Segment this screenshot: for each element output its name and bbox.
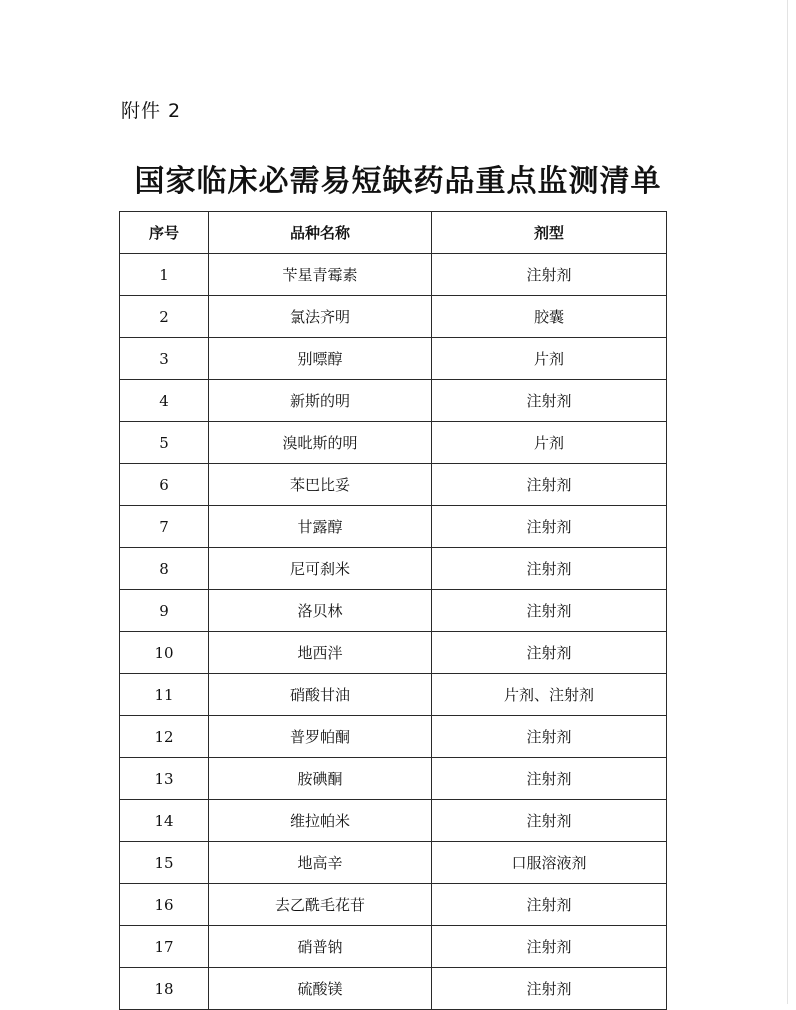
cell-dosage-form: 注射剂 — [432, 800, 667, 842]
table-row — [120, 506, 667, 548]
table-row — [120, 422, 667, 464]
page-edge-divider — [787, 0, 788, 1004]
table-row — [120, 968, 667, 1010]
cell-drug-name: 去乙酰毛花苷 — [209, 884, 432, 926]
table-row — [120, 926, 667, 968]
table-row — [120, 716, 667, 758]
cell-dosage-form: 注射剂 — [432, 884, 667, 926]
cell-drug-name: 胺碘酮 — [209, 758, 432, 800]
cell-drug-name: 氯法齐明 — [209, 296, 432, 338]
table-row — [120, 254, 667, 296]
cell-dosage-form: 注射剂 — [432, 464, 667, 506]
cell-index: 9 — [120, 590, 209, 632]
cell-dosage-form: 注射剂 — [432, 590, 667, 632]
table-row — [120, 842, 667, 884]
cell-index: 13 — [120, 758, 209, 800]
cell-drug-name: 地高辛 — [209, 842, 432, 884]
cell-dosage-form: 注射剂 — [432, 716, 667, 758]
cell-drug-name: 溴吡斯的明 — [209, 422, 432, 464]
cell-drug-name: 硝酸甘油 — [209, 674, 432, 716]
cell-drug-name: 洛贝林 — [209, 590, 432, 632]
cell-dosage-form: 片剂 — [432, 338, 667, 380]
cell-index: 2 — [120, 296, 209, 338]
cell-drug-name: 别嘌醇 — [209, 338, 432, 380]
attachment-label: 附件 2 — [121, 100, 182, 122]
table-row — [120, 674, 667, 716]
table-row — [120, 800, 667, 842]
cell-drug-name: 普罗帕酮 — [209, 716, 432, 758]
cell-dosage-form: 胶囊 — [432, 296, 667, 338]
table-row — [120, 338, 667, 380]
table-body — [120, 254, 667, 1010]
cell-index: 6 — [120, 464, 209, 506]
table-row — [120, 548, 667, 590]
cell-index: 18 — [120, 968, 209, 1010]
cell-drug-name: 尼可刹米 — [209, 548, 432, 590]
table-row — [120, 758, 667, 800]
table-row — [120, 632, 667, 674]
cell-dosage-form: 注射剂 — [432, 254, 667, 296]
table-row — [120, 590, 667, 632]
cell-index: 1 — [120, 254, 209, 296]
drug-list-table — [119, 211, 667, 1010]
cell-dosage-form: 注射剂 — [432, 506, 667, 548]
cell-drug-name: 苯巴比妥 — [209, 464, 432, 506]
cell-index: 4 — [120, 380, 209, 422]
cell-dosage-form: 注射剂 — [432, 632, 667, 674]
cell-index: 8 — [120, 548, 209, 590]
document-title: 国家临床必需易短缺药品重点监测清单 — [134, 164, 662, 199]
cell-index: 17 — [120, 926, 209, 968]
cell-index: 15 — [120, 842, 209, 884]
cell-drug-name: 甘露醇 — [209, 506, 432, 548]
table-row — [120, 380, 667, 422]
cell-drug-name: 硫酸镁 — [209, 968, 432, 1010]
header-form: 剂型 — [432, 212, 667, 254]
table-header-row — [120, 212, 667, 254]
table-row — [120, 884, 667, 926]
cell-index: 11 — [120, 674, 209, 716]
cell-dosage-form: 注射剂 — [432, 548, 667, 590]
cell-drug-name: 硝普钠 — [209, 926, 432, 968]
cell-index: 5 — [120, 422, 209, 464]
cell-index: 14 — [120, 800, 209, 842]
header-name: 品种名称 — [209, 212, 432, 254]
cell-index: 16 — [120, 884, 209, 926]
cell-drug-name: 地西泮 — [209, 632, 432, 674]
cell-index: 7 — [120, 506, 209, 548]
table-row — [120, 464, 667, 506]
cell-dosage-form: 口服溶液剂 — [432, 842, 667, 884]
cell-drug-name: 苄星青霉素 — [209, 254, 432, 296]
cell-index: 10 — [120, 632, 209, 674]
cell-drug-name: 维拉帕米 — [209, 800, 432, 842]
cell-dosage-form: 注射剂 — [432, 380, 667, 422]
header-index: 序号 — [120, 212, 209, 254]
cell-drug-name: 新斯的明 — [209, 380, 432, 422]
cell-dosage-form: 注射剂 — [432, 758, 667, 800]
cell-dosage-form: 注射剂 — [432, 926, 667, 968]
cell-dosage-form: 片剂 — [432, 422, 667, 464]
cell-dosage-form: 片剂、注射剂 — [432, 674, 667, 716]
cell-index: 12 — [120, 716, 209, 758]
table-row — [120, 296, 667, 338]
cell-dosage-form: 注射剂 — [432, 968, 667, 1010]
cell-index: 3 — [120, 338, 209, 380]
